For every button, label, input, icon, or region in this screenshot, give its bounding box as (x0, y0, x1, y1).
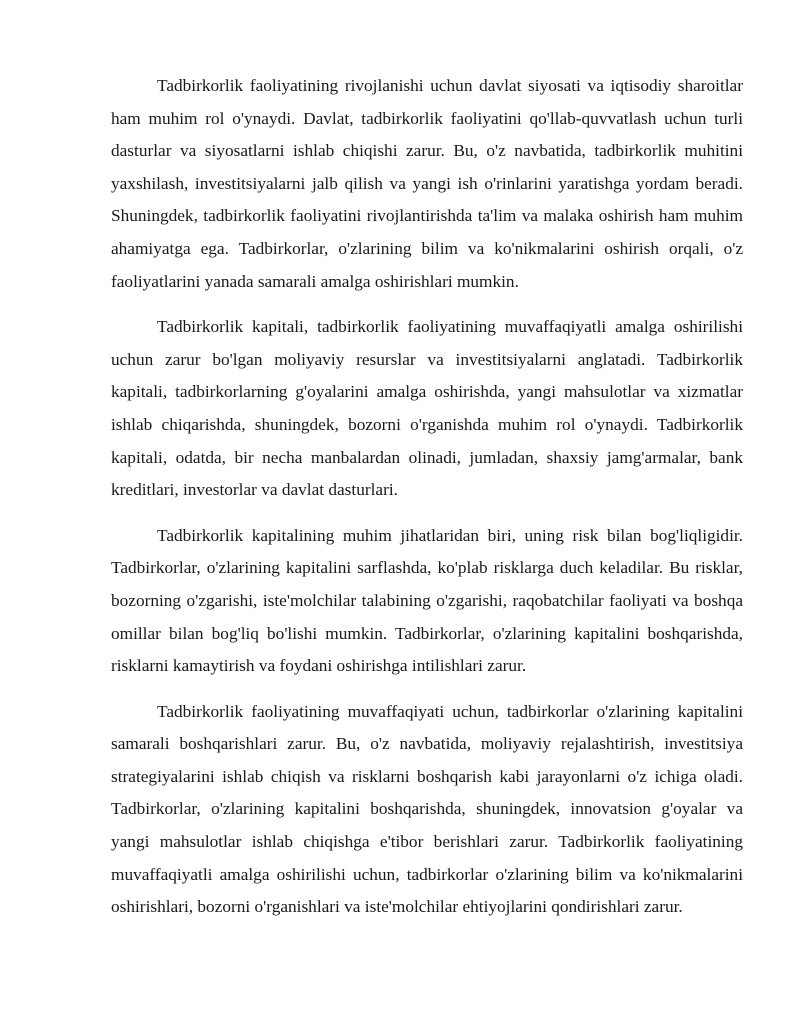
document-page (111, 70, 743, 924)
paragraph-3: Tadbirkorlik kapitalining muhim jihatlaridan biri, uning risk bilan bog'liqligidir. Tadbirkorlar, o'zlarining kapitalini sarflashda, ko'plab risklarga duch keladilar. Bu risklar, bozorning o'zgarishi, iste'molchilar talabining o'zgarishi, raqobatchilar faoliyati va boshqa omillar bilan bog'liq bo'lishi mumkin. Tadbirkorlar, o'zlarining kapitalini boshqarishda, risklarni kamaytirish va foydani oshirishga intilishlari zarur. (111, 525, 743, 676)
paragraph-4: Tadbirkorlik faoliyatining muvaffaqiyati uchun, tadbirkorlar o'zlarining kapitalini samarali boshqarishlari zarur. Bu, o'z navbatida, moliyaviy rejalashtirish, investitsiya strategiyalarini ishlab chiqish va risklarni boshqarish kabi jarayonlarni o'z ichiga oladi. Tadbirkorlar, o'zlarining kapitalini boshqarishda, shuningdek, innovatsion g'oyalar va yangi mahsulotlar ishlab chiqishga e'tibor berishlari zarur. Tadbirkorlik faoliyatining muvaffaqiyatli amalga oshirilishi uchun, tadbirkorlar o'zlarining bilim va ko'nikmalarini oshirishlari, bozorni o'rganishlari va iste'molchilar ehtiyojlarini qondirishlari zarur. (111, 701, 743, 917)
paragraph-1: Tadbirkorlik faoliyatining rivojlanishi uchun davlat siyosati va iqtisodiy sharoitlar ham muhim rol o'ynaydi. Davlat, tadbirkorlik faoliyatini qo'llab-quvvatlash uchun turli dasturlar va siyosatlarni ishlab chiqishi zarur. Bu, o'z navbatida, tadbirkorlik muhitini yaxshilash, investitsiyalarni jalb qilish va yangi ish o'rinlarini yaratishga yordam beradi. Shuningdek, tadbirkorlik faoliyatini rivojlantirishda ta'lim va malaka oshirish ham muhim ahamiyatga ega. Tadbirkorlar, o'zlarining bilim va ko'nikmalarini oshirish orqali, o'z faoliyatlarini yanada samarali amalga oshirishlari mumkin. (111, 76, 743, 291)
paragraph-2: Tadbirkorlik kapitali, tadbirkorlik faoliyatining muvaffaqiyatli amalga oshirilishi uchun zarur bo'lgan moliyaviy resurslar va investitsiyalarni anglatadi. Tadbirkorlik kapitali, tadbirkorlarning g'oyalarini amalga oshirishda, yangi mahsulotlar va xizmatlar ishlab chiqarishda, shuningdek, bozorni o'rganishda muhim rol o'ynaydi. Tadbirkorlik kapitali, odatda, bir necha manbalardan olinadi, jumladan, shaxsiy jamg'armalar, bank kreditlari, investorlar va davlat dasturlari. (111, 317, 743, 500)
